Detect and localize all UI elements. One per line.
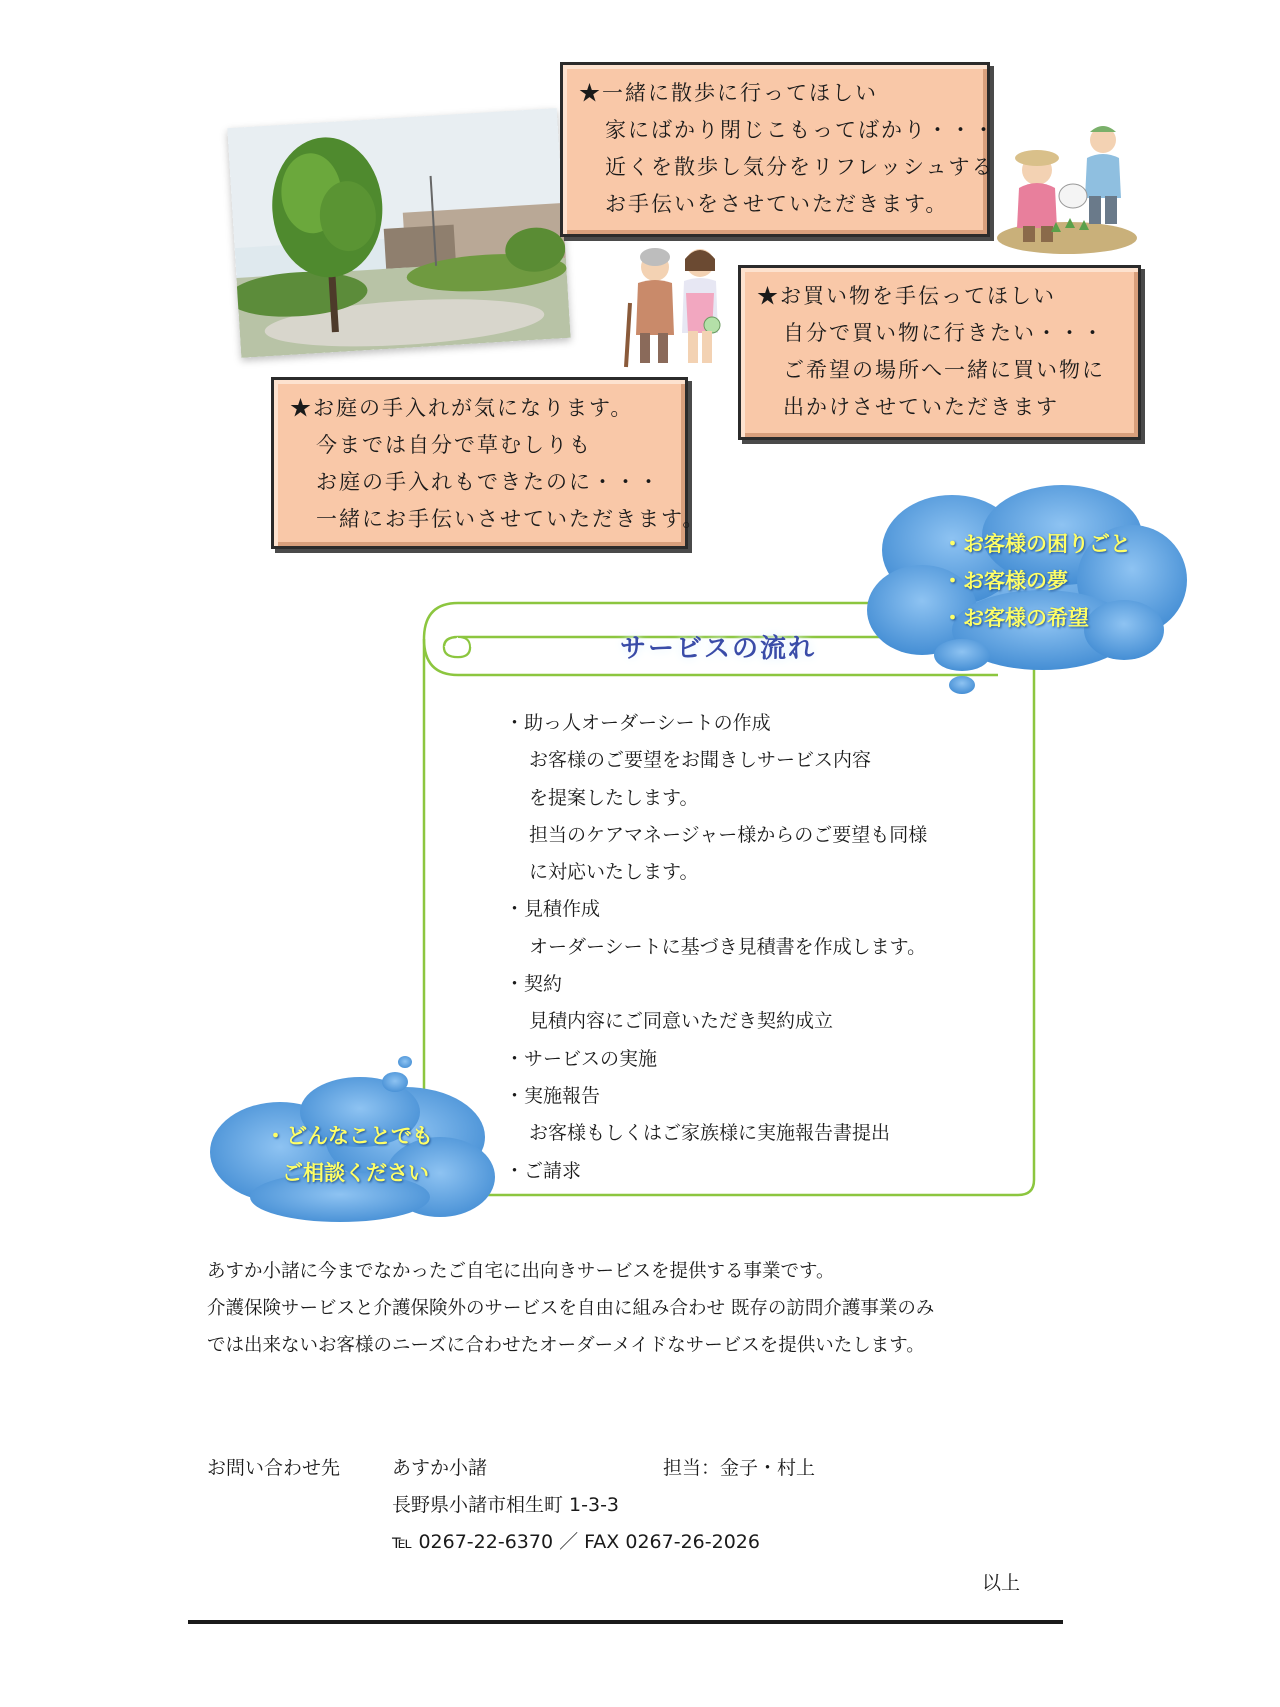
garden-service-line: 今までは自分で草むしりも bbox=[316, 433, 592, 457]
walk-service-line: 近くを散歩し気分をリフレッシュする bbox=[605, 155, 995, 179]
shopping-service-line: ご希望の場所へ一緒に買い物に bbox=[783, 358, 1105, 382]
flow-row: お客様もしくはご家族様に実施報告書提出 bbox=[529, 1122, 891, 1145]
closing-text: 以上 bbox=[982, 1572, 1021, 1594]
shopping-service-title: ★お買い物を手伝ってほしい bbox=[757, 284, 1056, 308]
flow-row: に対応いたします。 bbox=[529, 861, 699, 884]
walk-service-line: 家にばかり閉じこもってばかり・・・ bbox=[605, 118, 996, 142]
contact-label: お問い合わせ先 bbox=[207, 1457, 341, 1479]
shopping-service-line: 自分で買い物に行きたい・・・ bbox=[783, 321, 1105, 345]
flow-row: ・助っ人オーダーシートの作成 bbox=[505, 712, 771, 734]
intro-line: では出来ないお客様のニーズに合わせたオーダーメイドなサービスを提供いたします。 bbox=[207, 1335, 925, 1356]
walking-assist-illustration bbox=[620, 243, 730, 371]
intro-line: 介護保険サービスと介護保険外のサービスを自由に組み合わせ 既存の訪問介護事業のみ bbox=[207, 1298, 935, 1319]
contact-phone: ℡ 0267-22-6370 ／ FAX 0267-26-2026 bbox=[392, 1531, 760, 1553]
contact-address: 長野県小諸市相生町 1-3-3 bbox=[392, 1494, 620, 1516]
cloud-top-line: ・お客様の夢 bbox=[942, 569, 1068, 593]
walk-service-box bbox=[560, 62, 996, 237]
flow-row: ・サービスの実施 bbox=[505, 1047, 658, 1070]
service-flow-title: サービスの流れ bbox=[619, 634, 816, 664]
intro-paragraph bbox=[207, 1253, 934, 1364]
bottom-divider bbox=[188, 1620, 1063, 1624]
flow-row: オーダーシートに基づき見積書を作成します。 bbox=[529, 935, 927, 958]
cloud-top-line: ・お客様の困りごと bbox=[942, 532, 1131, 556]
flow-row: 担当のケアマネージャー様からのご要望も同様 bbox=[529, 823, 928, 846]
flow-row: ・見積作成 bbox=[505, 898, 601, 921]
contact-org: あすか小諸 bbox=[392, 1457, 488, 1479]
garden-service-box bbox=[271, 377, 706, 549]
flow-row: 見積内容にご同意いただき契約成立 bbox=[529, 1010, 834, 1033]
garden-photo bbox=[227, 108, 570, 358]
shopping-service-line: 出かけさせていただきます bbox=[783, 395, 1059, 419]
garden-service-title: ★お庭の手入れが気になります。 bbox=[290, 396, 634, 420]
flow-row: お客様のご要望をお聞きしサービス内容 bbox=[529, 749, 872, 772]
intro-line: あすか小諸に今までなかったご自宅に出向きサービスを提供する事業です。 bbox=[207, 1261, 835, 1282]
cloud-top-line: ・お客様の希望 bbox=[942, 606, 1089, 630]
garden-service-line: 一緒にお手伝いさせていただきます。 bbox=[316, 507, 706, 531]
flow-row: を提案したします。 bbox=[529, 786, 699, 809]
service-flow-list bbox=[505, 705, 927, 1190]
cloud-bottom-line: ご相談ください bbox=[282, 1161, 429, 1185]
flow-row: ・実施報告 bbox=[505, 1084, 601, 1107]
garden-service-line: お庭の手入れもできたのに・・・ bbox=[316, 470, 661, 494]
cloud-bottom-line: ・どんなことでも bbox=[265, 1124, 433, 1148]
walk-service-title: ★一緒に散歩に行ってほしい bbox=[579, 81, 878, 105]
contact-staff: 担当：金子・村上 bbox=[663, 1457, 816, 1479]
shopping-service-box bbox=[738, 265, 1141, 440]
walk-service-line: お手伝いをさせていただきます。 bbox=[605, 192, 949, 216]
gardening-illustration bbox=[995, 118, 1140, 258]
flow-row: ・契約 bbox=[505, 973, 563, 996]
flow-row: ・ご請求 bbox=[505, 1159, 582, 1182]
